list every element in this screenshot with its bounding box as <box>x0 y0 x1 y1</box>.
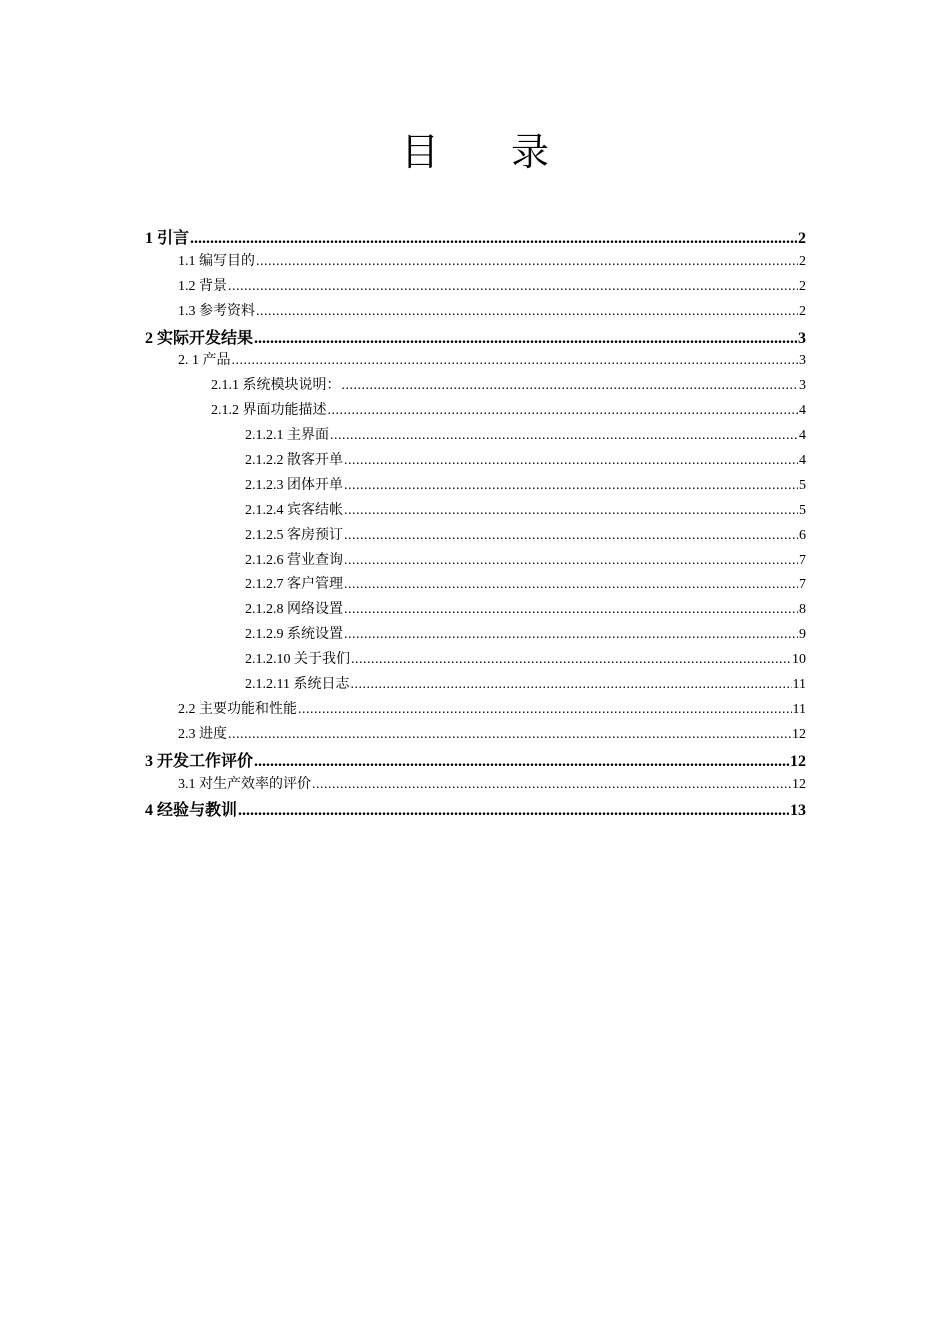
toc-entry-page-number: 12 <box>790 752 806 770</box>
toc-entry[interactable] <box>145 598 806 623</box>
toc-leader-dots <box>351 652 791 668</box>
toc-entry-label: 1 引言 <box>145 230 190 247</box>
toc-leader-dots <box>344 478 798 494</box>
toc-entry[interactable] <box>145 648 806 673</box>
toc-leader-dots <box>228 727 791 743</box>
toc-entry[interactable] <box>145 748 806 773</box>
toc-entry[interactable] <box>145 573 806 598</box>
toc-entry-label: 2.1.2.8 网络设置 <box>245 602 343 618</box>
toc-entry[interactable] <box>145 524 806 549</box>
toc-leader-dots <box>344 528 798 544</box>
toc-leader-dots <box>328 403 799 419</box>
toc-entry[interactable] <box>145 673 806 698</box>
toc-entry-page-number: 7 <box>799 552 806 568</box>
toc-entry-label: 3 开发工作评价 <box>145 752 254 770</box>
toc-entry-label: 1.3 参考资料 <box>178 303 255 319</box>
toc-entry[interactable] <box>145 225 806 250</box>
toc-entry-label: 4 经验与教训 <box>145 802 238 820</box>
toc-entry-page-number: 13 <box>790 802 806 820</box>
toc-entry-page-number: 6 <box>799 527 806 543</box>
toc-entry-label: 2.1.1 系统模块说明： <box>211 378 341 394</box>
toc-entry-page-number: 2 <box>798 230 806 247</box>
toc-entry[interactable] <box>145 698 806 723</box>
toc-entry-label: 2.1.2.1 主界面 <box>245 428 329 444</box>
toc-entry-label: 2.1.2.6 营业查询 <box>245 552 343 568</box>
toc-entry-label: 2. 1 产品 <box>178 353 231 369</box>
toc-entry-label: 2.1.2.5 客房预订 <box>245 527 343 543</box>
toc-entry-label: 2.1.2.4 宾客结帐 <box>245 502 343 518</box>
toc-entry-label: 2.2 主要功能和性能 <box>178 701 297 717</box>
toc-leader-dots <box>254 753 789 771</box>
table-of-contents <box>145 225 806 822</box>
toc-leader-dots <box>298 702 792 718</box>
toc-entry-page-number: 2 <box>799 278 806 294</box>
toc-entry-label: 1.2 背景 <box>178 278 227 294</box>
toc-entry[interactable] <box>145 374 806 399</box>
toc-leader-dots <box>344 453 798 469</box>
toc-entry-page-number: 3 <box>799 353 806 369</box>
toc-entry[interactable] <box>145 424 806 449</box>
toc-entry-page-number: 8 <box>799 602 806 618</box>
toc-entry-page-number: 10 <box>792 652 806 668</box>
toc-entry-page-number: 4 <box>799 453 806 469</box>
toc-entry[interactable] <box>145 275 806 300</box>
toc-entry-page-number: 12 <box>792 776 806 792</box>
toc-entry[interactable] <box>145 399 806 424</box>
toc-entry-page-number: 2 <box>799 253 806 269</box>
toc-entry[interactable] <box>145 474 806 499</box>
toc-leader-dots <box>256 304 798 320</box>
toc-leader-dots <box>342 378 799 394</box>
toc-leader-dots <box>190 230 797 248</box>
toc-entry[interactable] <box>145 723 806 748</box>
toc-leader-dots <box>228 279 798 295</box>
toc-leader-dots <box>344 577 798 593</box>
toc-entry[interactable] <box>145 623 806 648</box>
toc-entry-label: 2.1.2.3 团体开单 <box>245 477 343 493</box>
toc-entry-label: 2.1.2.9 系统设置 <box>245 627 343 643</box>
toc-leader-dots <box>254 330 797 348</box>
toc-entry-page-number: 3 <box>799 378 806 394</box>
toc-entry-label: 2.1.2.11 系统日志 <box>245 677 350 693</box>
toc-entry-page-number: 5 <box>799 477 806 493</box>
toc-entry-page-number: 5 <box>799 502 806 518</box>
toc-leader-dots <box>344 602 798 618</box>
toc-entry-page-number: 3 <box>798 329 806 347</box>
toc-entry[interactable] <box>145 449 806 474</box>
toc-leader-dots <box>344 553 798 569</box>
toc-entry[interactable] <box>145 349 806 374</box>
toc-leader-dots <box>256 254 798 270</box>
toc-entry-label: 2.1.2.7 客户管理 <box>245 577 343 593</box>
toc-entry-page-number: 11 <box>792 677 806 693</box>
page-title: 目 录 <box>400 130 580 174</box>
toc-entry-page-number: 9 <box>799 627 806 643</box>
toc-leader-dots <box>344 627 798 643</box>
toc-entry-page-number: 7 <box>799 577 806 593</box>
toc-entry[interactable] <box>145 773 806 798</box>
toc-entry-label: 3.1 对生产效率的评价 <box>178 776 311 792</box>
toc-entry-label: 2.1.2.10 关于我们 <box>245 652 350 668</box>
toc-entry-page-number: 2 <box>799 303 806 319</box>
toc-leader-dots <box>350 677 791 693</box>
toc-entry-label: 2.1.2 界面功能描述 <box>211 403 327 419</box>
toc-entry[interactable] <box>145 250 806 275</box>
toc-entry[interactable] <box>145 325 806 350</box>
toc-entry-label: 1.1 编写目的 <box>178 253 255 269</box>
toc-leader-dots <box>330 428 798 444</box>
toc-entry[interactable] <box>145 797 806 822</box>
toc-entry-page-number: 4 <box>799 403 806 419</box>
toc-entry-page-number: 12 <box>792 726 806 742</box>
toc-entry[interactable] <box>145 300 806 325</box>
toc-leader-dots <box>238 802 789 820</box>
toc-entry-label: 2 实际开发结果 <box>145 329 254 347</box>
toc-leader-dots <box>312 777 791 793</box>
toc-entry[interactable] <box>145 549 806 574</box>
toc-entry-page-number: 4 <box>799 428 806 444</box>
toc-entry[interactable] <box>145 499 806 524</box>
toc-entry-label: 2.1.2.2 散客开单 <box>245 453 343 469</box>
toc-entry-label: 2.3 进度 <box>178 726 227 742</box>
toc-leader-dots <box>232 353 799 369</box>
toc-entry-page-number: 11 <box>792 701 806 717</box>
toc-leader-dots <box>344 503 798 519</box>
